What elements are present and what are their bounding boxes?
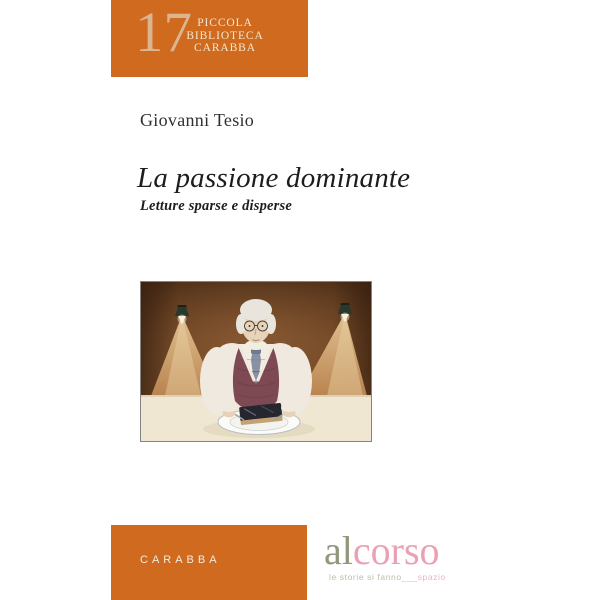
cover-illustration-svg: [141, 282, 371, 441]
series-title: [169, 17, 281, 55]
series-line-2: BIBLIOTECA: [186, 29, 264, 42]
alcorso-tagline: [324, 572, 474, 582]
series-number: 17: [135, 1, 192, 64]
series-line-1: PICCOLA: [197, 17, 253, 29]
author-name: Giovanni Tesio: [140, 110, 255, 130]
alcorso-logo: [324, 528, 474, 582]
publisher-band: [111, 525, 307, 600]
tagline-right: spazio: [417, 572, 446, 582]
publisher-name: CARABBA: [140, 554, 221, 566]
book-title: La passione dominante: [137, 162, 411, 194]
cover-illustration: [140, 281, 372, 442]
alcorso-wordmark: [324, 528, 474, 573]
tagline-left: le storie si fanno: [329, 572, 402, 582]
book-subtitle: Letture sparse e disperse: [140, 198, 292, 214]
logo-part-corso: corso: [352, 528, 440, 573]
series-badge: [111, 0, 308, 77]
series-line-3: CARABBA: [194, 42, 256, 54]
logo-part-al: al: [324, 528, 353, 573]
tagline-join: ___: [401, 572, 418, 582]
